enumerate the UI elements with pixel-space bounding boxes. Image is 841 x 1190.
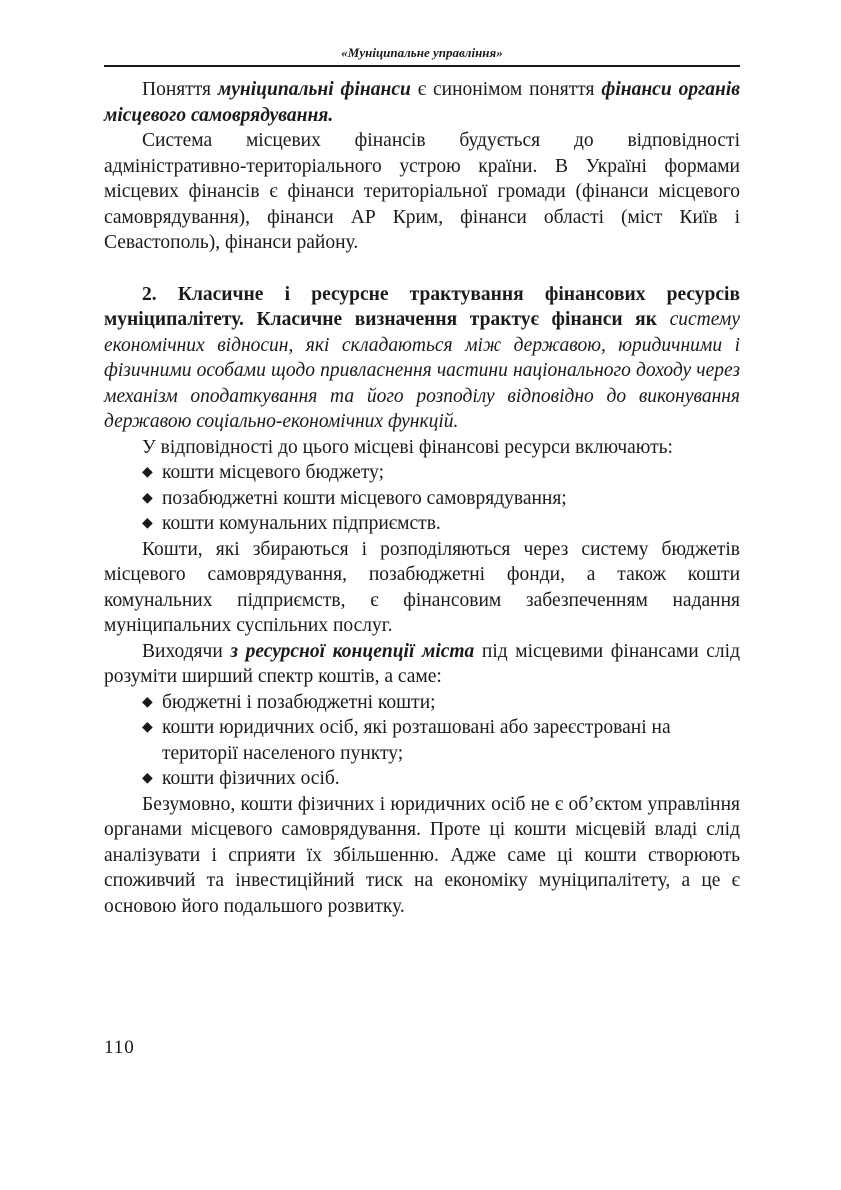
list-item: ◆ позабюджетні кошти місцевого самоврядування; [104, 486, 740, 512]
list-item: ◆ кошти місцевого бюджету; [104, 460, 740, 486]
list-item: ◆ кошти юридичних осіб, які розташовані або зареєстровані на території населеного пункту; [142, 717, 671, 764]
header-rule [104, 65, 740, 67]
paragraph-funds: Кошти, які збираються і розподіляються через систему бюджетів місцевого самоврядування, позабюджетні фонди, а також кошти комунальних підприємств, є фінансовим забезпеченням надання муніципальних суспільних послуг. [104, 538, 740, 636]
list-funds-spectrum [104, 690, 740, 792]
bullet-icon: ◆ [142, 490, 153, 506]
page-number: 110 [104, 1037, 135, 1058]
running-head: «Муніципальне управління» [341, 45, 503, 60]
list-item: ◆ кошти фізичних осіб. [104, 766, 740, 792]
paragraph-system: Система місцевих фінансів будується до відповідності адміністративно-територіального устрою країни. В Україні формами місцевих фінансів є фінанси територіальної громади (фінанси місцевого самоврядування), фінанси АР Крим, фінанси області (міст Київ і Севастополь), фінанси району. [104, 130, 740, 253]
list-item: ◆ бюджетні і позабюджетні кошти; [104, 690, 740, 716]
section-2-heading: 2. Класичне і ресурсне трактування фінансових ресурсів муніципалітету. Класичне визначення трактує фінанси як [104, 283, 740, 330]
body-text [104, 77, 740, 919]
bullet-icon: ◆ [142, 720, 153, 735]
paragraph-resource-concept: Виходячи з ресурсної концепції міста під місцевими фінансами слід розуміти ширший спектр коштів, а саме: [104, 640, 740, 687]
bullet-icon: ◆ [142, 694, 153, 710]
list-local-resources [104, 460, 740, 537]
paragraph-includes: У відповідності до цього місцеві фінансові ресурси включають: [142, 436, 673, 458]
section-2 [104, 282, 740, 435]
list-item: ◆ кошти комунальних підприємств. [104, 511, 740, 537]
document-page [104, 0, 740, 1190]
paragraph-definition: Поняття муніципальні фінанси є синонімом поняття фінанси органів місцевого самоврядування. [104, 79, 741, 126]
term-local-government-finance: фінанси органів місцевого самоврядування. [104, 79, 741, 126]
bullet-icon: ◆ [142, 516, 153, 531]
paragraph-conclusion: Безумовно, кошти фізичних і юридичних осіб не є об’єктом управління органами місцевого самоврядування. Проте ці кошти місцевій владі слід аналізувати і сприяти їх збільшенню. Адже саме ці кошти створюють споживчий та інвестиційний тиск на економіку муніципалітету, а це є основою його подальшого розвитку. [104, 793, 740, 917]
bullet-icon: ◆ [142, 771, 153, 786]
term-municipal-finance: муніципальні фінанси [217, 79, 411, 100]
section-2-definition: систему економічних відносин, які складаються між державою, юридичними і фізичними особами щодо привласнення частини національного доходу через механізм оподаткування та його розподілу відповідно до виконування державою соціально-економічних функцій. [104, 309, 741, 432]
term-resource-concept: з ресурсної концепції міста [230, 640, 475, 662]
bullet-icon: ◆ [142, 465, 153, 480]
